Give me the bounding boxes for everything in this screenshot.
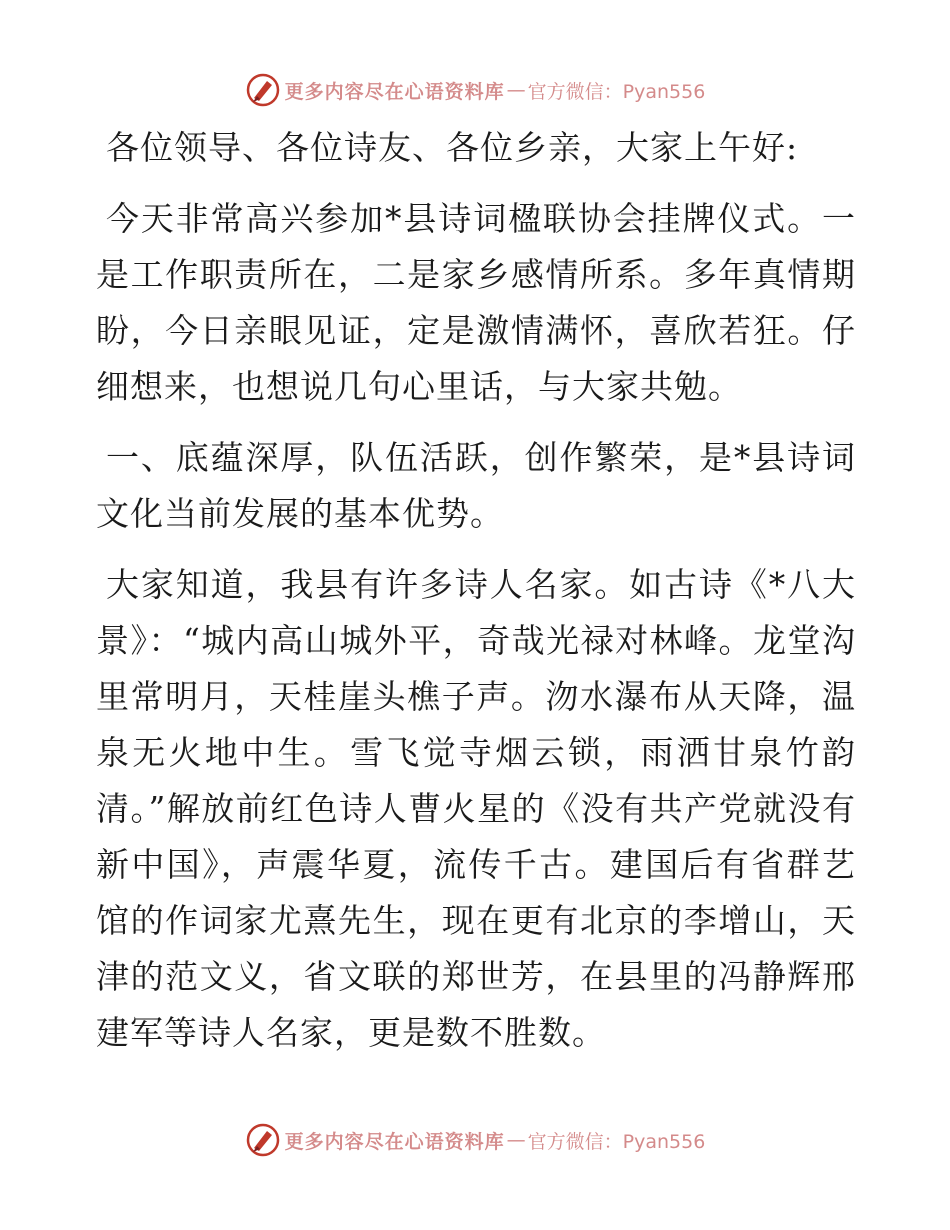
poets-paragraph: 大家知道，我县有许多诗人名家。如古诗《*八大景》：“城内高山城外平，奇哉光禄对林峰。龙堂沟里常明月，天桂崖头樵子声。沕水瀑布从天降，温泉无火地中生。雪飞觉寺烟云锁，雨洒甘泉竹韵清。”解放前红色诗人曹火星的《没有共产党就没有新中国》，声震华夏，流传千古。建国后有省群艺馆的作词家尤熹先生，现在更有北京的李增山，天津的范文义，省文联的郑世芳，在县里的冯静辉邢建军等诗人名家，更是数不胜数。 bbox=[96, 565, 856, 1052]
watermark-brand: 更多内容尽在心语资料库 bbox=[284, 80, 505, 103]
intro-paragraph: 今天非常高兴参加*县诗词楹联协会挂牌仪式。一是工作职责所在，二是家乡感情所系。多年真情期盼，今日亲眼见证，定是激情满怀，喜欣若狂。仔细想来，也想说几句心里话，与大家共勉。 bbox=[96, 199, 856, 406]
greeting-paragraph: 各位领导、各位诗友、各位乡亲，大家上午好: bbox=[106, 128, 799, 167]
watermark-brand: 更多内容尽在心语资料库 bbox=[284, 1130, 505, 1153]
section-heading-paragraph: 一、底蕴深厚，队伍活跃，创作繁荣，是*县诗词文化当前发展的基本优势。 bbox=[96, 438, 856, 533]
watermark-contact: 官方微信：Pyan556 bbox=[527, 80, 706, 103]
brand-logo-icon bbox=[245, 72, 281, 108]
brand-logo-icon bbox=[245, 1122, 281, 1158]
watermark-dash: — bbox=[506, 79, 526, 101]
watermark-contact: 官方微信：Pyan556 bbox=[527, 1130, 706, 1153]
document-body bbox=[96, 120, 856, 1076]
footer-watermark bbox=[0, 1120, 950, 1160]
header-watermark bbox=[0, 70, 950, 110]
watermark-dash: — bbox=[506, 1129, 526, 1151]
